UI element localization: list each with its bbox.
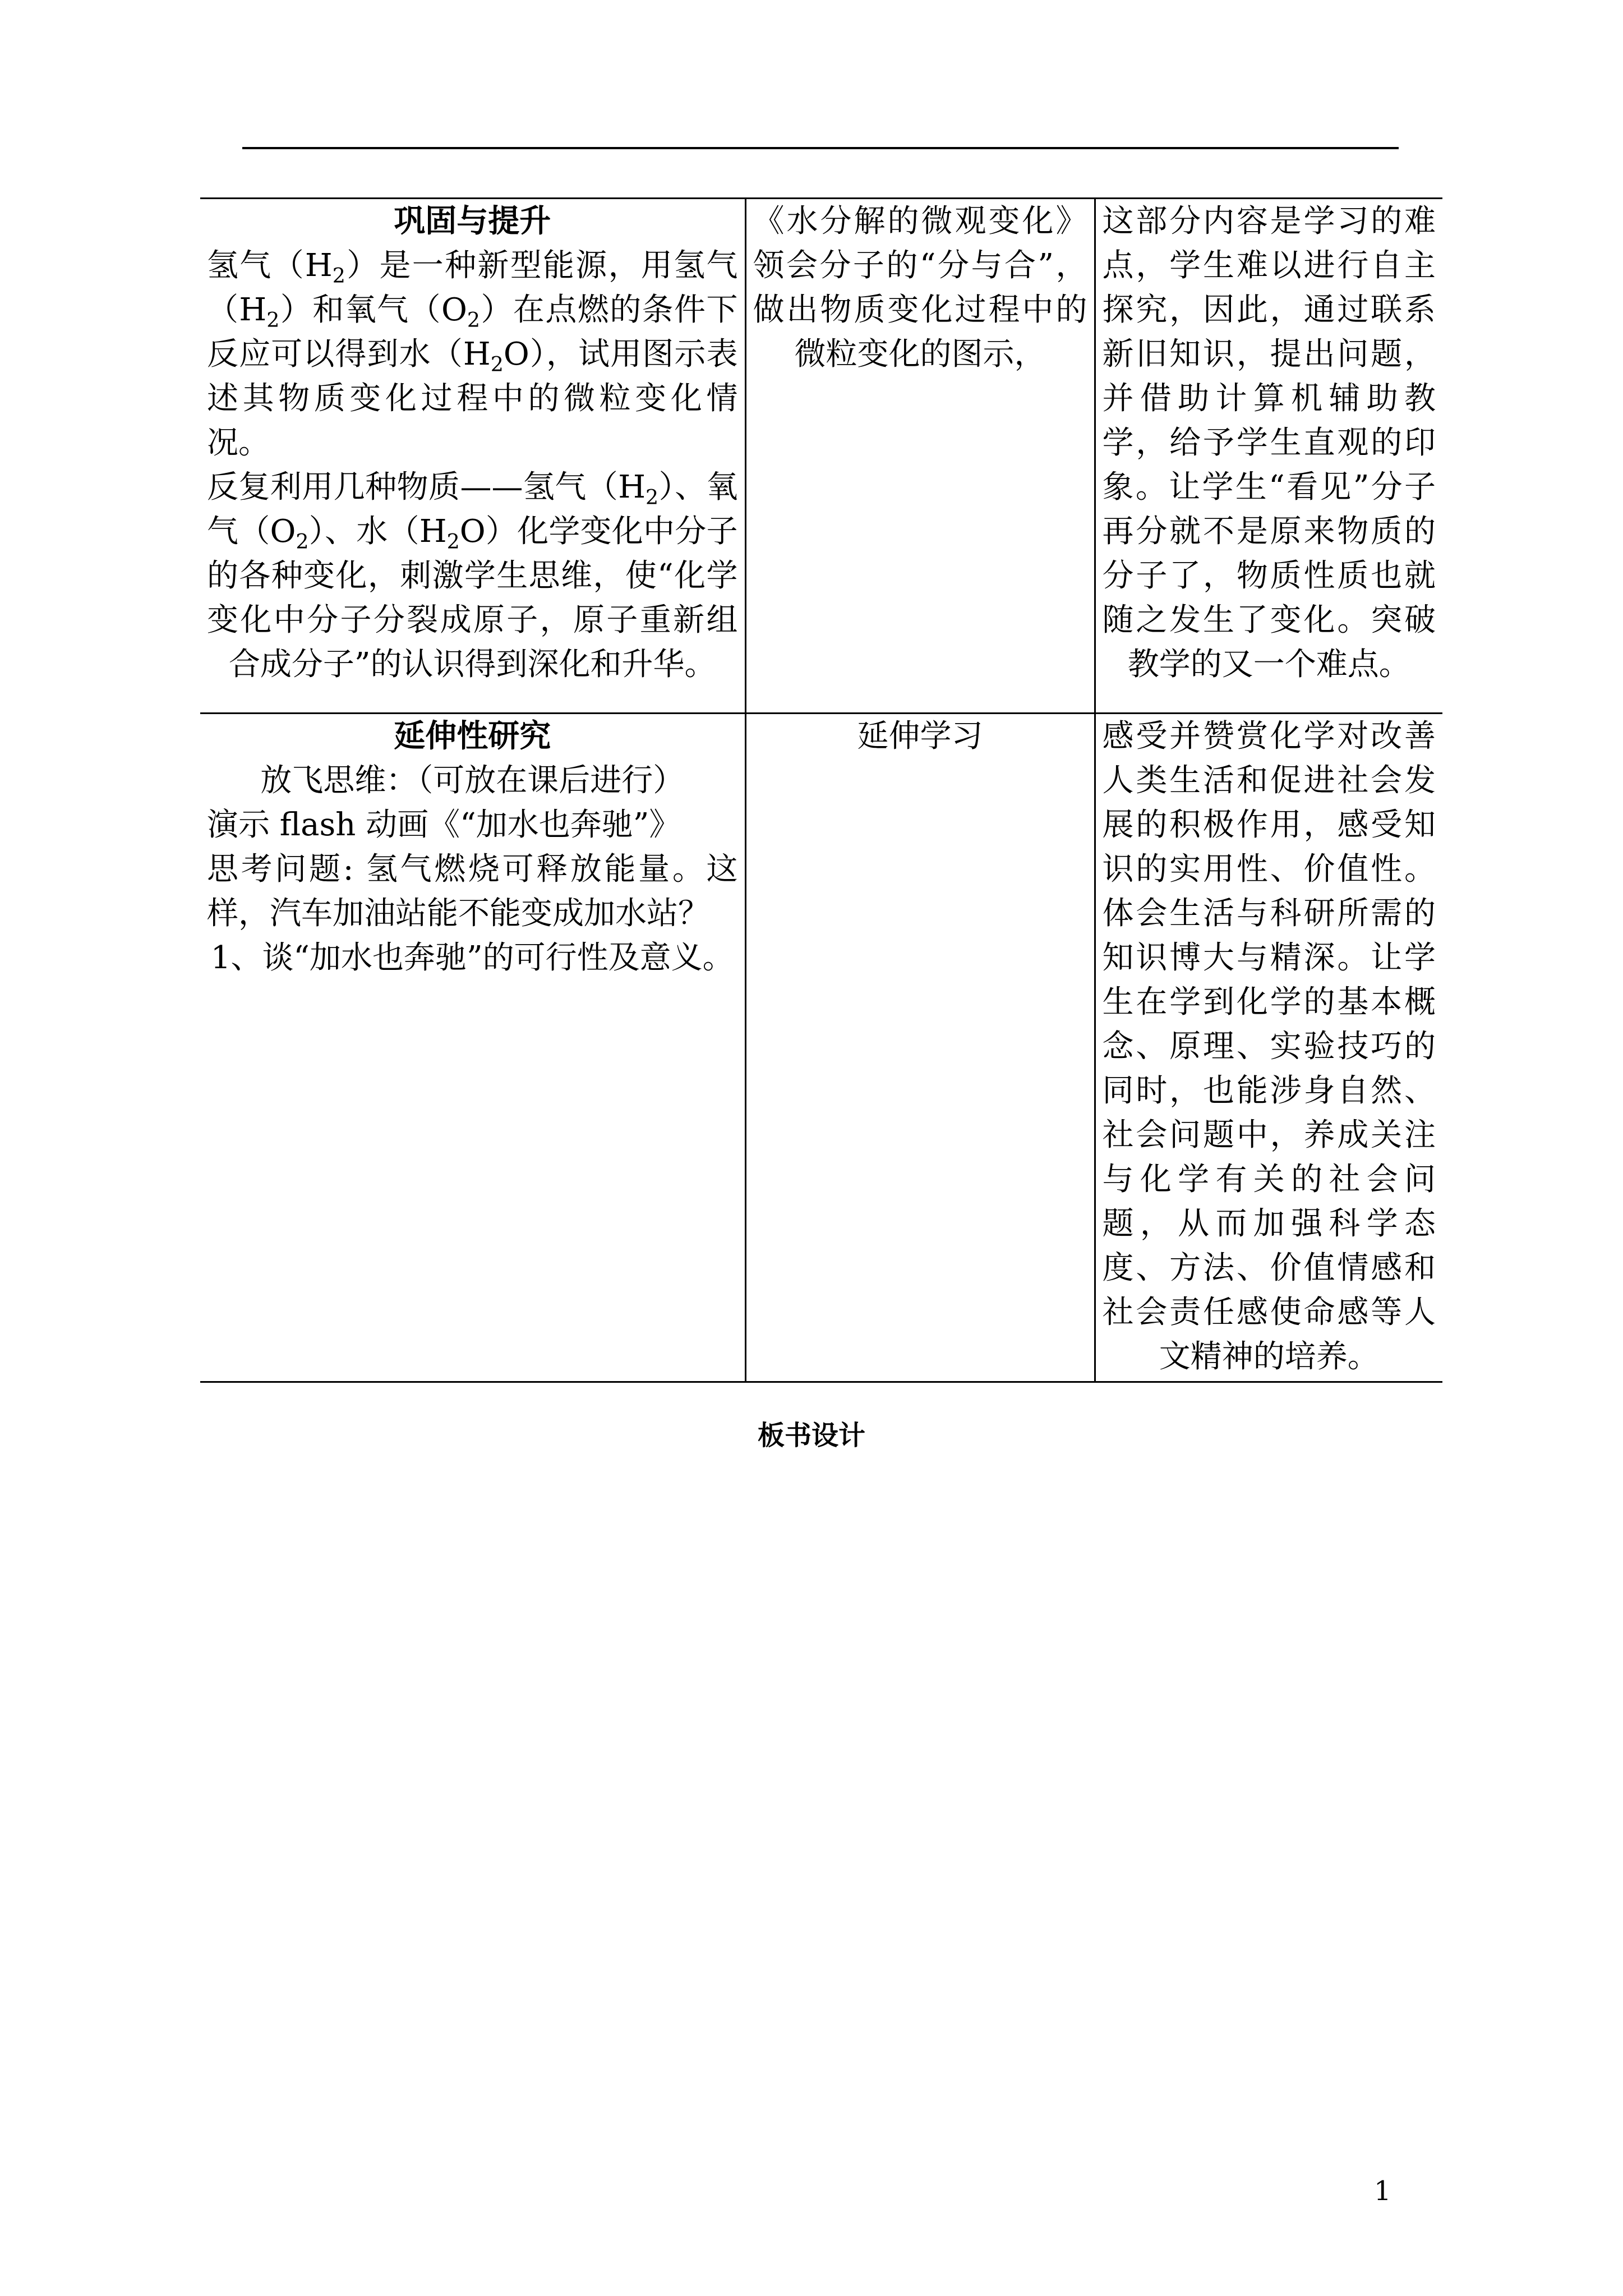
table-row (200, 199, 1442, 714)
reflection-paragraph: 反复利用几种物质——氢气$(H_2)$、氧气$(O_2)$、水$(H_2O)$化学变化中分子的各种变化，刺激学生思维，使“化学变化中分子分裂成原子，原子重新组合成分子”的认识得到深化和升华。 (207, 469, 738, 683)
student-activity-cell (745, 714, 1095, 1382)
student-activity-text: 《水分解的微观变化》领会分子的“分与合”，做出物质变化过程中的微粒变化的图示， (753, 203, 1087, 372)
extension-line: 放飞思维：（可放在课后进行） (260, 762, 685, 799)
board-design-title: 板书设计 (757, 1420, 865, 1451)
extension-line: 1、谈“加水也奔驰”的可行性及意义。 (210, 940, 734, 976)
design-intent-text: 这部分内容是学习的难点，学生难以进行自主探究，因此，通过联系新旧知识，提出问题，并借助计算机辅助教学，给予学生直观的印象。让学生“看见”分子再分就不是原来物质的分子了，物质性质也就随之发生了变化。突破教学的又一个难点。 (1102, 203, 1436, 683)
lesson-plan-table (200, 197, 1442, 1383)
student-activity-cell (745, 199, 1095, 714)
design-intent-text: 感受并赞赏化学对改善人类生活和促进社会发展的积极作用，感受知识的实用性、价值性。体会生活与科研所需的知识博大与精深。让学生在学到化学的基本概念、原理、实验技巧的同时，也能涉身自然、社会问题中，养成关注与化学有关的社会问题，从而加强科学态度、方法、价值情感和社会责任感使命感等人文精神的培养。 (1102, 718, 1436, 1375)
section-title: 延伸性研究 (394, 717, 551, 754)
header-rule (242, 147, 1399, 149)
section-title: 巩固与提升 (394, 203, 551, 240)
design-intent-cell (1095, 199, 1442, 714)
activity-cell (200, 714, 745, 1382)
activity-cell (200, 199, 745, 714)
design-intent-cell (1095, 714, 1442, 1382)
extension-line: 演示 flash 动画《“加水也奔驰”》 (207, 807, 681, 843)
page-number: 1 (1374, 2175, 1391, 2207)
student-activity-text: 延伸学习 (857, 718, 983, 754)
exercise-paragraph: 氢气$(H_2)$是一种新型能源，用氢气$(H_2)$和氧气$(O_2)$在点燃的条件下反应可以得到水$(H_2O)$，试用图示表述其物质变化过程中的微粒变化情况。 (207, 247, 738, 461)
table-row (200, 714, 1442, 1382)
extension-line: 思考问题: 氢气燃烧可释放能量。这样，汽车加油站能不能变成加水站？ (207, 851, 738, 932)
